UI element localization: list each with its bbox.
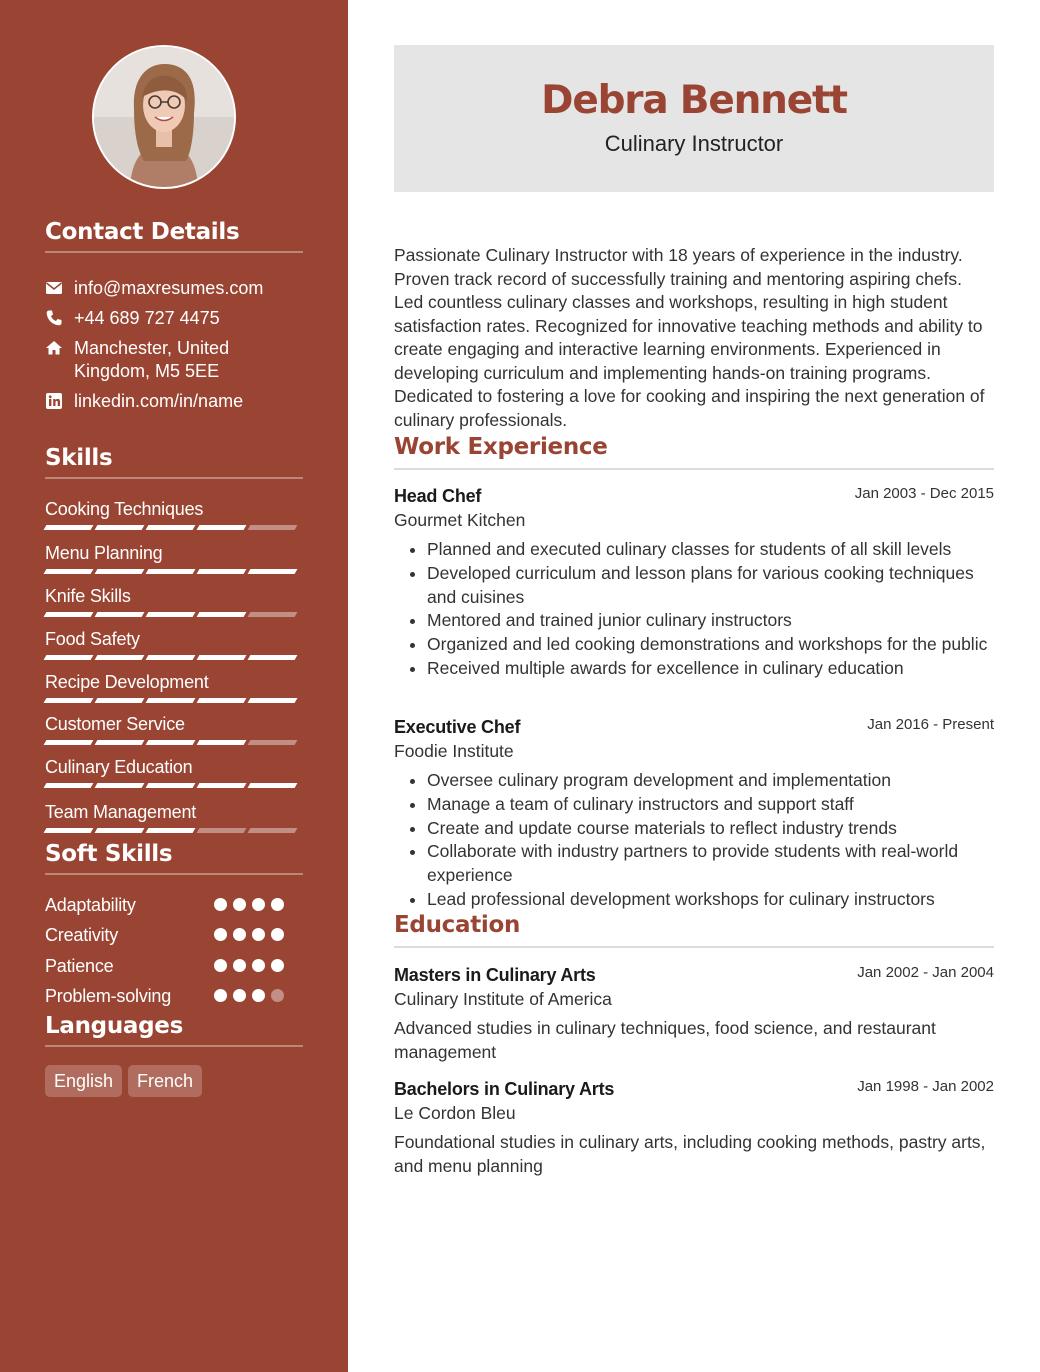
soft-skill-item [45,985,285,1009]
job-bullet: • Lead professional development workshops for culinary instructors [427,888,994,912]
candidate-name: Debra Bennett [541,78,847,123]
soft-skills-heading: Soft Skills [45,841,303,875]
job-bullet: • Collaborate with industry partners to provide students with real-world experience [427,840,994,888]
skill-level-segment [146,612,196,617]
soft-skill-name: Adaptability [45,895,136,915]
skill-level-segment [95,783,145,788]
contact-address [45,337,245,383]
job-bullet: • Received multiple awards for excellence in culinary education [427,657,994,681]
skill-level-segment [95,525,145,530]
skill-level-segment [248,828,298,833]
home-icon [45,339,63,357]
skill-level-segment [95,740,145,745]
job-bullet: • Manage a team of culinary instructors and support staff [427,793,994,817]
skill-level-segment [248,525,298,530]
skill-item [45,585,305,617]
education-description: Foundational studies in culinary arts, including cooking methods, pastry arts, and menu planning [394,1132,986,1176]
soft-skill-level-dot [252,959,265,972]
skill-item [45,801,305,833]
skill-item [45,628,305,660]
contact-address-text: Manchester, United Kingdom, M5 5EE [74,338,230,381]
job-company: Gourmet Kitchen [394,510,526,530]
education-dates: Jan 2002 - Jan 2004 [857,964,994,981]
skill-level-bars [45,612,305,617]
skill-name: Customer Service [45,714,185,734]
skill-level-segment [197,655,247,660]
job-bullets [394,538,994,681]
skill-level-segment [146,828,196,833]
school: Le Cordon Bleu [394,1103,516,1123]
skill-level-bars [45,569,305,574]
skill-level-segment [95,655,145,660]
skill-name: Cooking Techniques [45,499,204,519]
education-entry [394,1077,994,1179]
skill-name: Recipe Development [45,672,209,692]
soft-skill-level-dot [271,898,284,911]
job-title: Culinary Instructor [604,131,784,156]
job-company: Foodie Institute [394,741,514,761]
skill-item [45,756,305,788]
soft-skill-level-dot [233,928,246,941]
skill-level-segment [95,698,145,703]
skill-level-segment [197,828,247,833]
phone-icon [45,309,63,327]
soft-skill-level-dot [214,928,227,941]
skill-level-segment [95,612,145,617]
work-experience-heading: Work Experience [394,432,994,470]
skill-level-segment [146,740,196,745]
job-role: Head Chef [394,486,482,506]
job-bullets [394,769,994,912]
education-entry [394,963,994,1065]
skill-level-segment [95,828,145,833]
soft-skill-level-dot [271,928,284,941]
skill-level-segment [146,655,196,660]
avatar [92,45,236,189]
soft-skill-level-dot [271,959,284,972]
job-dates: Jan 2003 - Dec 2015 [854,485,994,502]
job-bullet: • Oversee culinary program development and implementation [427,769,994,793]
skills-heading: Skills [45,445,303,479]
languages-heading: Languages [45,1013,303,1047]
job-bullet: • Planned and executed culinary classes for students of all skill levels [427,538,994,562]
school: Culinary Institute of America [394,989,612,1009]
languages-list [45,1065,202,1097]
skill-level-segment [146,569,196,574]
job-entry [394,484,994,681]
education-description: Advanced studies in culinary techniques, food science, and restaurant management [394,1018,936,1062]
skill-name: Team Management [45,802,197,822]
soft-skill-level-dots [214,928,284,941]
envelope-icon [45,279,63,297]
skill-level-segment [146,525,196,530]
skill-level-bars [45,783,305,788]
job-dates: Jan 2016 - Present [867,716,994,733]
soft-skill-level-dot [233,989,246,1002]
skill-level-segment [95,569,145,574]
education-dates: Jan 1998 - Jan 2002 [857,1078,994,1095]
skill-level-segment [146,783,196,788]
soft-skill-level-dot [271,989,284,1002]
skill-level-segment [248,698,298,703]
skill-level-segment [197,698,247,703]
contact-linkedin-text: linkedin.com/in/name [74,391,244,411]
contact-email-text: info@maxresumes.com [74,278,264,298]
skill-item [45,498,305,530]
skill-item [45,713,305,745]
job-bullet: • Developed curriculum and lesson plans for various cooking techniques and cuisines [427,562,994,610]
soft-skill-name: Problem-solving [45,986,172,1006]
skill-level-segment [44,740,94,745]
degree: Bachelors in Culinary Arts [394,1079,615,1099]
education-heading: Education [394,910,994,948]
soft-skill-name: Patience [45,956,114,976]
job-role: Executive Chef [394,717,521,737]
soft-skill-item [45,894,285,918]
soft-skill-level-dot [252,989,265,1002]
soft-skill-item [45,955,285,979]
language-tag: English [45,1065,122,1097]
skill-name: Culinary Education [45,757,193,777]
soft-skill-level-dots [214,898,284,911]
job-bullet: • Mentored and trained junior culinary instructors [427,609,994,633]
skill-level-segment [44,783,94,788]
soft-skill-level-dots [214,959,284,972]
skill-level-segment [44,698,94,703]
soft-skill-level-dot [214,989,227,1002]
profile-photo [94,47,234,187]
skill-level-segment [197,612,247,617]
skill-level-segment [197,740,247,745]
skill-item [45,671,305,703]
skill-level-segment [248,569,298,574]
linkedin-icon [45,392,63,410]
skill-level-bars [45,698,305,703]
skill-level-segment [197,569,247,574]
degree: Masters in Culinary Arts [394,965,596,985]
contact-phone-text: +44 689 727 4475 [74,308,220,328]
skill-level-segment [44,612,94,617]
skill-level-bars [45,525,305,530]
soft-skill-level-dot [252,898,265,911]
job-bullet: • Organized and led cooking demonstrations and workshops for the public [427,633,994,657]
skill-item [45,542,305,574]
skill-level-bars [45,655,305,660]
skill-level-segment [146,698,196,703]
job-entry [394,715,994,912]
soft-skill-level-dot [214,959,227,972]
skill-name: Knife Skills [45,586,131,606]
skill-level-segment [248,612,298,617]
soft-skill-item [45,924,285,948]
profile-summary: Passionate Culinary Instructor with 18 years of experience in the industry. Proven track record of successfully training and mentoring aspiring chefs. Led countless culinary classes and workshops, resulting in high student satisfaction rates. Recognized for innovative teaching methods and ability to create engaging and interactive learning environments. Experienced in developing curriculum and implementing hands-on training programs. Dedicated to fostering a love for cooking and inspiring the next generation of culinary professionals. [394,245,985,430]
soft-skill-level-dot [233,898,246,911]
sidebar [0,0,348,1372]
skill-name: Menu Planning [45,543,163,563]
skill-level-bars [45,828,305,833]
skill-level-segment [248,783,298,788]
job-bullet: • Create and update course materials to reflect industry trends [427,817,994,841]
soft-skill-level-dot [252,928,265,941]
soft-skill-level-dot [214,898,227,911]
contact-heading: Contact Details [45,219,303,253]
name-header [394,45,994,192]
skill-level-segment [248,740,298,745]
skill-level-segment [44,525,94,530]
soft-skill-name: Creativity [45,925,119,945]
skill-level-segment [44,828,94,833]
contact-phone[interactable] [45,307,305,330]
soft-skill-level-dots [214,989,284,1002]
soft-skill-level-dot [233,959,246,972]
skill-level-segment [197,525,247,530]
skill-name: Food Safety [45,629,140,649]
language-tag: French [128,1065,202,1097]
skill-level-segment [248,655,298,660]
skill-level-segment [44,655,94,660]
skill-level-segment [197,783,247,788]
skill-level-segment [44,569,94,574]
skill-level-bars [45,740,305,745]
contact-linkedin[interactable] [45,390,305,413]
contact-email[interactable] [45,277,305,300]
